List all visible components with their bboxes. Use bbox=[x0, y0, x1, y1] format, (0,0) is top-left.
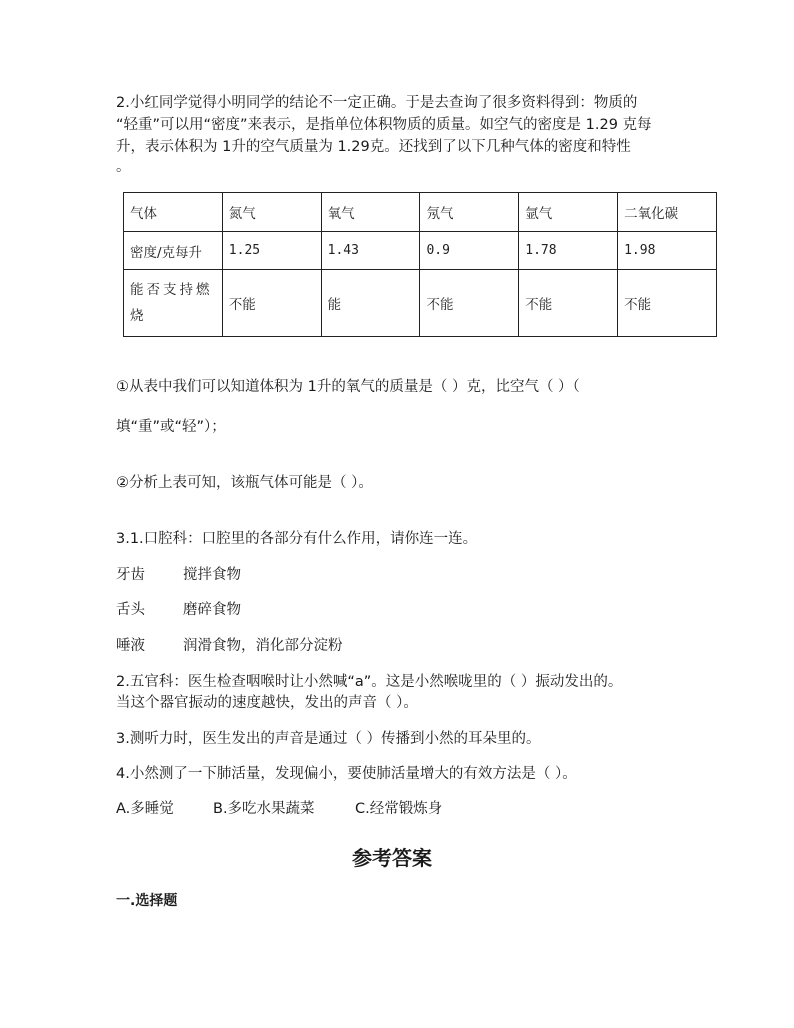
sub1-line-2: 填“重”或“轻”）； bbox=[116, 419, 226, 435]
q4-option-b: B.多吃水果蔬菜 bbox=[213, 801, 315, 817]
q4-option-c: C.经常锻炼身 bbox=[355, 801, 443, 817]
match-function-stir: 搅拌食物 bbox=[183, 567, 241, 583]
sub2-line: ②分析上表可知，该瓶气体可能是（ ）。 bbox=[116, 475, 373, 491]
match-part-saliva: 唾液 bbox=[116, 638, 145, 654]
q4-stem: 4.小然测了一下肺活量，发现偏小，要使肺活量增大的有效方法是（ ）。 bbox=[116, 766, 577, 782]
table-cell: 不能 bbox=[618, 270, 717, 337]
table-cell: 氧气 bbox=[321, 193, 420, 232]
q2-line-2: “轻重”可以用“密度”来表示，是指单位体积物质的质量。如空气的密度是 1.29 克每 bbox=[116, 117, 652, 133]
table-header-row bbox=[124, 193, 717, 232]
q2-line-1: 2.小红同学觉得小明同学的结论不一定正确。于是去查询了很多资料得到：物质的 bbox=[116, 95, 638, 111]
table-cell: 气体 bbox=[124, 193, 223, 232]
table-cell: 0.9 bbox=[420, 232, 519, 270]
q3-1-heading: 3.1.口腔科：口腔里的各部分有什么作用，请你连一连。 bbox=[116, 531, 478, 547]
table-cell: 氩气 bbox=[519, 193, 618, 232]
match-function-lubricate: 润滑食物，消化部分淀粉 bbox=[183, 638, 343, 654]
table-cell: 能否支持燃烧 bbox=[124, 270, 223, 337]
q3-line: 3.测听力时，医生发出的声音是通过（ ）传播到小然的耳朵里的。 bbox=[116, 731, 541, 747]
table-cell: 1.25 bbox=[222, 232, 321, 270]
section-heading: 一.选择题 bbox=[116, 893, 178, 909]
table-cell: 氖气 bbox=[420, 193, 519, 232]
table-cell: 1.78 bbox=[519, 232, 618, 270]
q4-option-a: A.多睡觉 bbox=[116, 801, 174, 817]
table-cell: 不能 bbox=[519, 270, 618, 337]
table-cell: 能 bbox=[321, 270, 420, 337]
table-cell: 不能 bbox=[420, 270, 519, 337]
table-cell: 不能 bbox=[222, 270, 321, 337]
table-row-density bbox=[124, 232, 717, 270]
table-cell: 1.98 bbox=[618, 232, 717, 270]
q2b-line-1: 2.五官科：医生检查咽喉时让小然喊“a”。这是小然喉咙里的（ ）振动发出的。 bbox=[116, 674, 623, 690]
gas-density-table bbox=[123, 192, 717, 337]
table-cell: 二氧化碳 bbox=[618, 193, 717, 232]
table-row-combustion bbox=[124, 270, 717, 337]
table-cell: 氮气 bbox=[222, 193, 321, 232]
match-function-grind: 磨碎食物 bbox=[183, 602, 241, 618]
q2b-line-2: 当这个器官振动的速度越快，发出的声音（ ）。 bbox=[116, 695, 418, 711]
match-part-tongue: 舌头 bbox=[116, 602, 145, 618]
answer-title: 参考答案 bbox=[352, 846, 432, 870]
table-cell: 1.43 bbox=[321, 232, 420, 270]
q2-line-3: 升，表示体积为 1升的空气质量为 1.29克。还找到了以下几种气体的密度和特性 bbox=[116, 139, 631, 155]
q2-line-4: 。 bbox=[116, 159, 131, 175]
match-part-teeth: 牙齿 bbox=[116, 567, 145, 583]
table-cell: 密度/克每升 bbox=[124, 232, 223, 270]
sub1-line-1: ①从表中我们可以知道体积为 1升的氧气的质量是（ ）克，比空气（ ）（ bbox=[116, 379, 580, 395]
